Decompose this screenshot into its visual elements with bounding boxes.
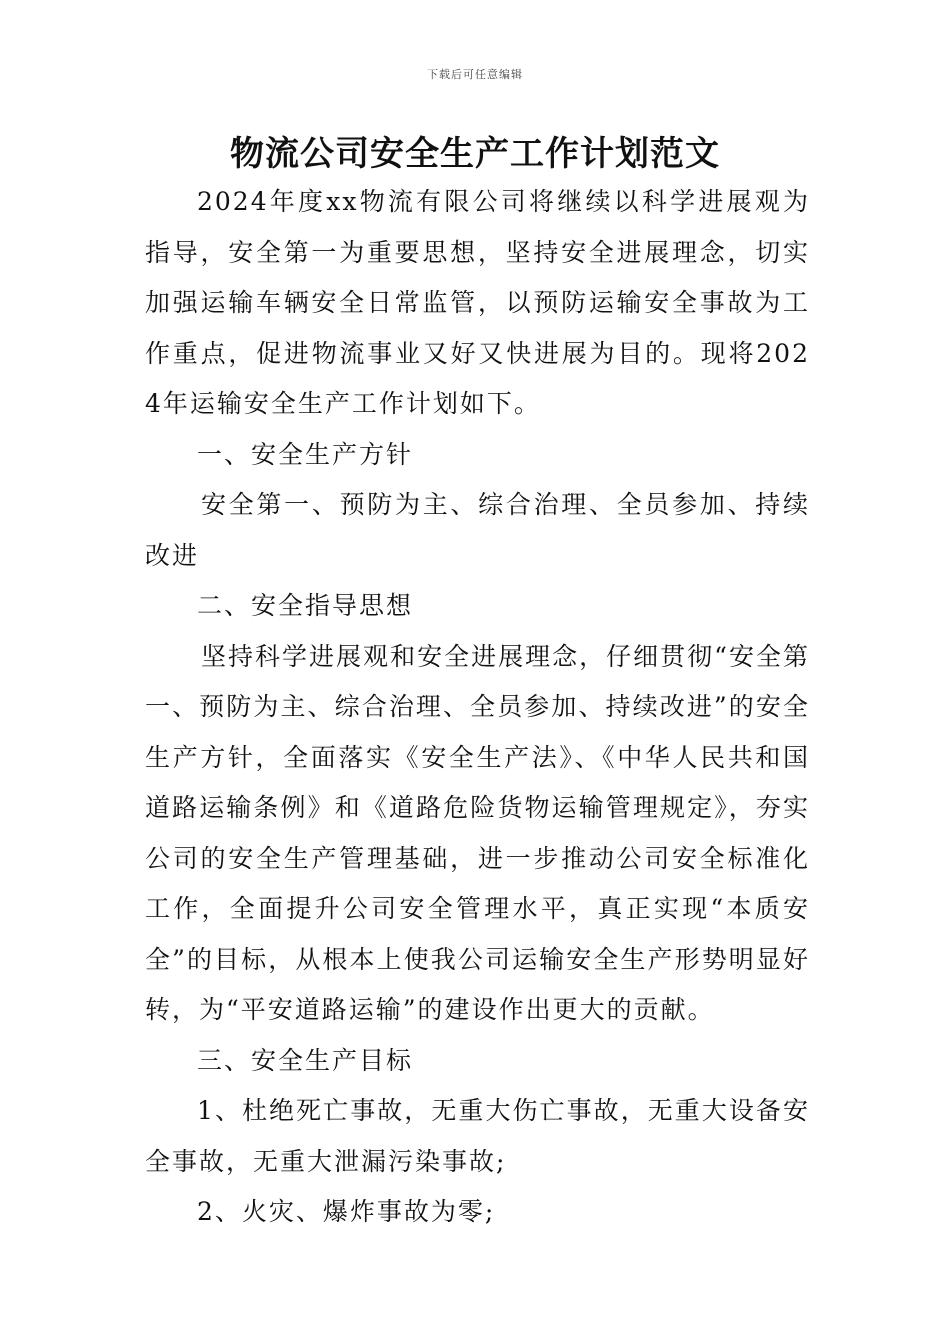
goal-item-1: 1、杜绝死亡事故，无重大伤亡事故，无重大设备安全事故，无重大泄漏污染事故;: [145, 1096, 810, 1176]
goal-item-2: 2、火灾、爆炸事故为零;: [197, 1197, 496, 1226]
document-title: 物流公司安全生产工作计划范文: [230, 134, 720, 174]
section-heading-goals: 三、安全生产目标: [197, 1045, 414, 1075]
section-heading-policy: 一、安全生产方针: [197, 439, 414, 469]
guideline-paragraph: 坚持科学进展观和安全进展理念，仔细贯彻“安全第一、预防为主、综合治理、全员参加、持续改进”的安全生产方针，全面落实《安全生产法》、《中华人民共和国道路运输条例》和《道路危险货物运输管理规定》，夯实公司的安全生产管理基础，进一步推动公司安全标准化工作，全面提升公司安全管理水平，真正实现“本质安全”的目标，从根本上使我公司运输安全生产形势明显好转，为“平安道路运输”的建设作出更大的贡献。: [145, 641, 810, 1024]
intro-paragraph: 2024年度xx物流有限公司将继续以科学进展观为指导，安全第一为重要思想，坚持安全进展理念，切实加强运输车辆安全日常监管，以预防运输安全事故为工作重点，促进物流事业又好又快进展为目的。现将2024年运输安全生产工作计划如下。: [145, 187, 810, 418]
document-body: [145, 177, 810, 1238]
policy-paragraph: 安全第一、预防为主、综合治理、全员参加、持续改进: [145, 490, 810, 570]
header-note: 下载后可任意编辑: [427, 68, 523, 81]
section-heading-guideline: 二、安全指导思想: [197, 591, 414, 620]
